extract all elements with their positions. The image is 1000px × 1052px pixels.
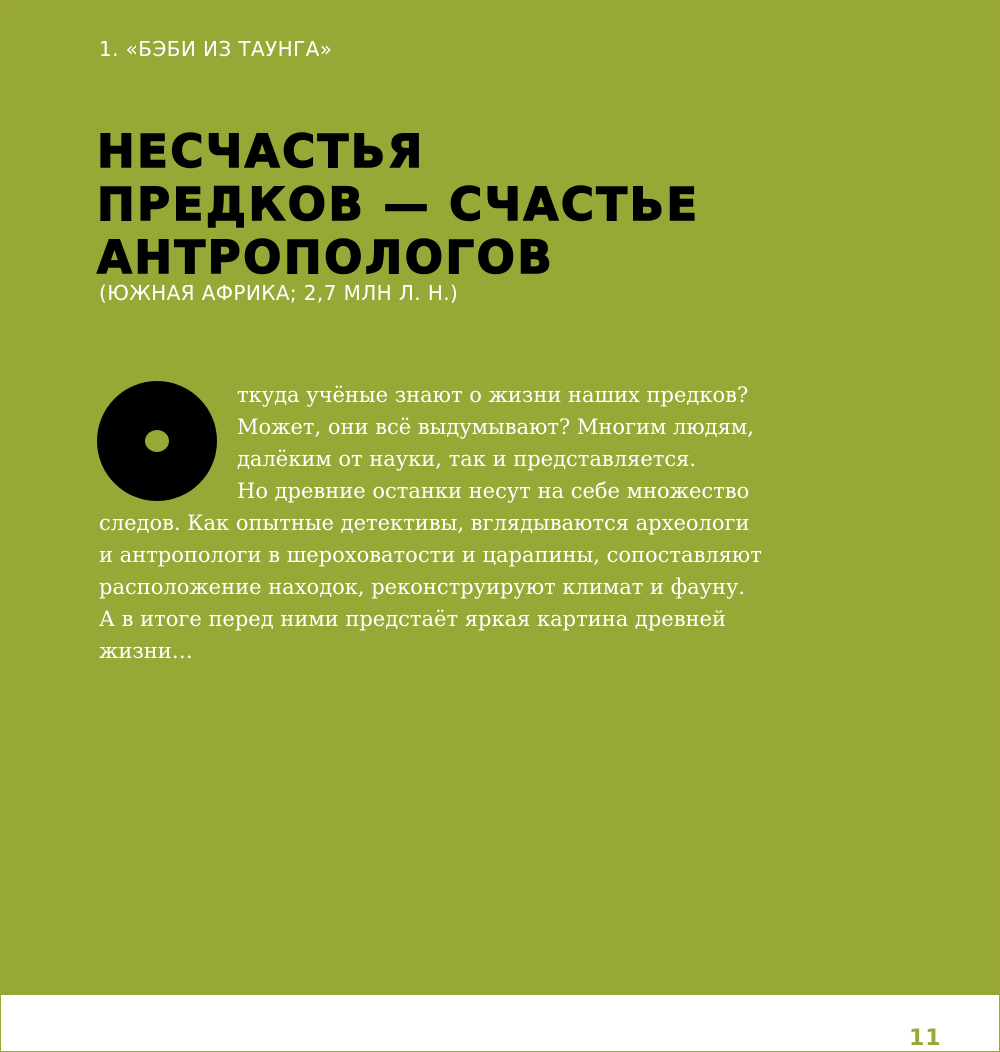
text-line: далёким от науки, так и представляется. [237, 447, 697, 471]
title-line: НЕСЧАСТЬЯ [97, 125, 425, 178]
title-line: АНТРОПОЛОГОВ [97, 231, 555, 284]
text-line: Но древние останки несут на себе множество [237, 479, 750, 503]
text-line: А в итоге перед ними предстаёт яркая картина древней [99, 607, 726, 631]
text-line: и антропологи в шероховатости и царапины, сопоставляют [99, 543, 762, 567]
body-paragraph [99, 379, 779, 667]
title-line: ПРЕДКОВ — СЧАСТЬЕ [97, 178, 700, 231]
page-number: 11 [909, 1026, 942, 1051]
chapter-title [97, 125, 700, 284]
text-line: Может, они всё выдумывают? Многим людям, [237, 415, 754, 439]
text-line: следов. Как опытные детективы, вглядываются археологи [99, 511, 750, 535]
green-panel [1, 1, 999, 995]
section-label: 1. «БЭБИ ИЗ ТАУНГА» [99, 37, 333, 61]
chapter-subtitle: (ЮЖНАЯ АФРИКА; 2,7 МЛН Л. Н.) [99, 281, 459, 305]
text-line: расположение находок, реконструируют климат и фауну. [99, 575, 746, 599]
text-line: ткуда учёные знают о жизни наших предков? [237, 383, 749, 407]
text-line: жизни… [99, 639, 193, 663]
